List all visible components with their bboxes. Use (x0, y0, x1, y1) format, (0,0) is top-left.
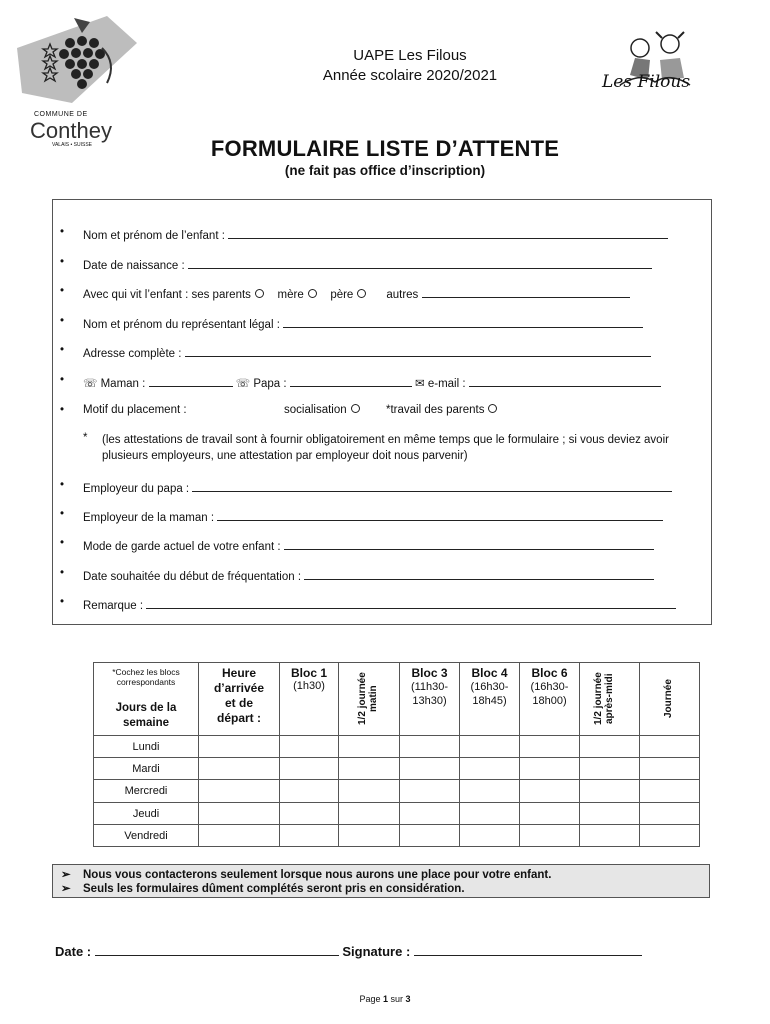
guardian-label: Nom et prénom du représentant légal : (83, 319, 280, 331)
bloc6-header-cell (520, 663, 580, 736)
arrival-cell[interactable] (199, 803, 280, 825)
birth-date-field[interactable] (188, 256, 652, 269)
bloc-cell[interactable] (460, 758, 520, 780)
day-cell: Mercredi (94, 780, 199, 803)
address-field[interactable] (185, 344, 651, 357)
table-row (94, 736, 700, 758)
bloc-cell[interactable] (580, 825, 640, 847)
day-cell: Jeudi (94, 803, 199, 825)
bloc-cell[interactable] (460, 825, 520, 847)
employer-dad-label: Employeur du papa : (83, 483, 190, 495)
child-name-field[interactable] (228, 226, 668, 239)
days-header: Jours de la semaine (115, 702, 177, 729)
bloc3-header-cell (400, 663, 460, 736)
remark-field[interactable] (146, 596, 676, 609)
info-box (52, 864, 710, 898)
bloc-cell[interactable] (580, 736, 640, 758)
bloc-cell[interactable] (280, 780, 339, 803)
schedule-table (93, 662, 700, 847)
others-label: autres (386, 289, 419, 301)
arrival-cell[interactable] (199, 736, 280, 758)
bloc1-header-cell (280, 663, 339, 736)
bloc-cell[interactable] (460, 736, 520, 758)
bloc-cell[interactable] (580, 803, 640, 825)
employer-mom-label: Employeur de la maman : (83, 512, 215, 524)
signature-field[interactable] (414, 945, 642, 956)
lives-with-label: Avec qui vit l’enfant : ses parents (83, 289, 251, 301)
address-label: Adresse complète : (83, 348, 182, 360)
father-label: père (330, 289, 354, 301)
bloc-cell[interactable] (339, 825, 400, 847)
commune-logo (12, 8, 152, 148)
filous-logo-text: Les Filous (602, 72, 691, 92)
bloc1-header: Bloc 1 (290, 666, 327, 680)
full-day-header: Journée (662, 679, 674, 719)
socialisation-label: socialisation (284, 404, 347, 416)
bloc3-time: (11h30-13h30) (410, 681, 449, 707)
start-date-label: Date souhaitée du début de fréquentation : (83, 571, 302, 583)
page-number: Page 1 sur 3 (359, 994, 411, 1004)
bloc-cell[interactable] (460, 780, 520, 803)
employer-dad-field[interactable] (192, 479, 672, 492)
arrival-cell[interactable] (199, 758, 280, 780)
bloc-cell[interactable] (280, 803, 339, 825)
table-row (94, 825, 700, 847)
employer-mom-field[interactable] (217, 508, 663, 521)
commune-name: Conthey (30, 118, 112, 143)
bloc-cell[interactable] (280, 825, 339, 847)
schedule-header-row (94, 663, 700, 736)
bloc-cell[interactable] (339, 803, 400, 825)
phone-icon: ☏ (83, 378, 98, 390)
bloc-cell[interactable] (520, 825, 580, 847)
reason-label: Motif du placement : (83, 404, 187, 416)
bloc-cell[interactable] (520, 758, 580, 780)
bloc-cell[interactable] (640, 803, 700, 825)
table-row (94, 803, 700, 825)
half-morning-header: 1/2 journée matin (357, 672, 379, 726)
bloc4-header-cell (460, 663, 520, 736)
bloc6-header: Bloc 6 (531, 666, 568, 680)
page-subtitle: (ne fait pas office d’inscription) (284, 163, 486, 178)
work-checkbox[interactable] (488, 404, 497, 413)
bloc1-time: (1h30) (293, 680, 325, 692)
parents-radio[interactable] (255, 289, 264, 298)
arrival-cell[interactable] (199, 780, 280, 803)
org-name: UAPE Les Filous (353, 47, 467, 64)
bloc-cell[interactable] (520, 803, 580, 825)
bloc-cell[interactable] (400, 758, 460, 780)
bloc-cell[interactable] (400, 780, 460, 803)
bloc-cell[interactable] (640, 825, 700, 847)
arrival-header: Heure d’arrivée et de départ : (213, 666, 265, 725)
work-label: *travail des parents (386, 404, 485, 416)
bloc-cell[interactable] (400, 825, 460, 847)
bloc-cell[interactable] (640, 780, 700, 803)
bloc-cell[interactable] (460, 803, 520, 825)
mother-radio[interactable] (308, 289, 317, 298)
signature-label: Signature : (342, 944, 411, 959)
bloc-cell[interactable] (640, 736, 700, 758)
bloc-cell[interactable] (280, 736, 339, 758)
note-star: * (83, 432, 88, 444)
half-afternoon-header: 1/2 journée après-midi (592, 672, 615, 726)
header-block (250, 46, 570, 86)
bloc-cell[interactable] (400, 736, 460, 758)
work-attestation-note: (les attestations de travail sont à fournir obligatoirement en même temps que le formulaire ; si vous deviez avoir plusieurs employeurs, une attestation par employeur doit nous parvenir) (102, 434, 669, 462)
day-cell: Lundi (94, 736, 199, 758)
date-label: Date : (55, 944, 92, 959)
page-title: FORMULAIRE LISTE D’ATTENTE (210, 136, 560, 161)
days-header-cell (94, 663, 199, 736)
phone-dad-field[interactable] (290, 374, 412, 387)
arrow-icon: ➢ (61, 869, 71, 881)
commune-small-label: COMMUNE DE (34, 111, 88, 118)
full-day-header-cell (640, 663, 700, 736)
arrival-header-cell (199, 663, 280, 736)
info-message-2: ➢ Seuls les formulaires dûment complétés seront pris en considération. (61, 883, 465, 895)
bloc-cell[interactable] (580, 758, 640, 780)
guardian-field[interactable] (283, 315, 643, 328)
care-mode-field[interactable] (284, 537, 654, 550)
start-date-field[interactable] (304, 567, 654, 580)
bloc-cell[interactable] (400, 803, 460, 825)
bloc6-time: (16h30-18h00) (530, 681, 569, 707)
bloc-cell[interactable] (520, 736, 580, 758)
bloc-cell[interactable] (520, 780, 580, 803)
phone-mom-label: Maman : (100, 378, 146, 390)
half-morning-header-cell (339, 663, 400, 736)
bloc4-header: Bloc 4 (471, 666, 508, 680)
bloc-cell[interactable] (339, 780, 400, 803)
check-blocks-note: *Cochez les blocs correspondants (112, 667, 180, 687)
email-field[interactable] (469, 374, 661, 387)
half-afternoon-header-cell (580, 663, 640, 736)
filous-logo (600, 30, 720, 100)
info-message-1: ➢ Nous vous contacterons seulement lorsque nous aurons une place pour votre enfant. (61, 869, 552, 881)
phone-mom-field[interactable] (149, 374, 233, 387)
bloc3-header: Bloc 3 (411, 666, 448, 680)
day-cell: Vendredi (94, 825, 199, 847)
signature-row (55, 944, 642, 959)
commune-tag: VALAIS • SUISSE (52, 142, 93, 148)
father-radio[interactable] (357, 289, 366, 298)
bloc-cell[interactable] (580, 780, 640, 803)
envelope-icon: ✉ (415, 378, 425, 390)
school-year: Année scolaire 2020/2021 (322, 67, 498, 84)
bloc-cell[interactable] (339, 758, 400, 780)
date-field[interactable] (95, 945, 339, 956)
email-label: e-mail : (427, 378, 466, 390)
arrival-cell[interactable] (199, 825, 280, 847)
phone-icon: ☏ (235, 378, 251, 390)
arrow-icon: ➢ (61, 883, 71, 895)
birth-date-label: Date de naissance : (83, 260, 185, 272)
table-row (94, 780, 700, 803)
bloc-cell[interactable] (640, 758, 700, 780)
socialisation-checkbox[interactable] (351, 404, 360, 413)
bloc-cell[interactable] (339, 736, 400, 758)
remark-label: Remarque : (83, 600, 144, 612)
mother-label: mère (277, 289, 304, 301)
bloc4-time: (16h30-18h45) (470, 681, 509, 707)
bloc-cell[interactable] (280, 758, 339, 780)
table-row (94, 758, 700, 780)
child-name-label: Nom et prénom de l’enfant : (83, 230, 225, 242)
others-field[interactable] (422, 285, 630, 298)
phone-dad-label: Papa : (253, 378, 287, 390)
care-mode-label: Mode de garde actuel de votre enfant : (83, 541, 281, 553)
day-cell: Mardi (94, 758, 199, 780)
